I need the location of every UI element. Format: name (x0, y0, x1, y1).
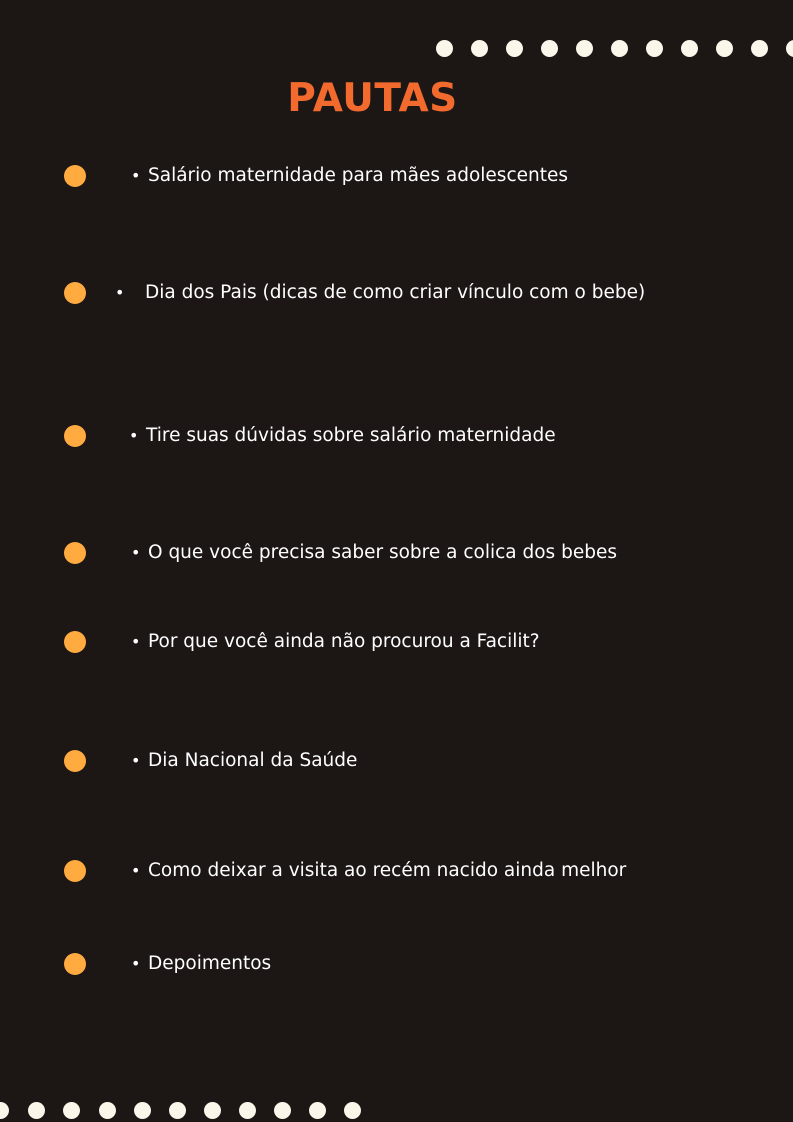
orange-marker-icon (64, 282, 86, 304)
decorative-dot (99, 1102, 116, 1119)
decorative-dot (169, 1102, 186, 1119)
decorative-dot (309, 1102, 326, 1119)
list-item-text: Salário maternidade para mães adolescentes (148, 165, 568, 186)
decorative-dot (239, 1102, 256, 1119)
list-item-text: Dia dos Pais (dicas de como criar vínculo com o bebe) (145, 282, 646, 303)
decorative-dot (786, 40, 793, 57)
decorative-dot (471, 40, 488, 57)
decorative-dot (344, 1102, 361, 1119)
list-item-text: Por que você ainda não procurou a Facilit? (148, 631, 540, 652)
list-item (0, 749, 793, 773)
bottom-dot-row (0, 1102, 793, 1122)
bullet-icon: • (131, 632, 141, 651)
decorative-dot (681, 40, 698, 57)
orange-marker-icon (64, 750, 86, 772)
list-item (0, 630, 793, 654)
bullet-icon: • (129, 426, 139, 445)
list-item (0, 952, 793, 976)
list-item (0, 281, 793, 305)
bullet-icon: • (131, 543, 141, 562)
list-item (0, 424, 793, 448)
list-item-text: Dia Nacional da Saúde (148, 750, 358, 771)
list-item (0, 541, 793, 565)
orange-marker-icon (64, 860, 86, 882)
bullet-icon: • (131, 861, 141, 880)
list-item-text: O que você precisa saber sobre a colica dos bebes (148, 542, 617, 563)
bullet-icon: • (131, 751, 141, 770)
list-item (0, 859, 793, 883)
decorative-dot (751, 40, 768, 57)
decorative-dot (576, 40, 593, 57)
bullet-icon: • (131, 954, 141, 973)
list-item-text: Depoimentos (148, 953, 272, 974)
bullet-icon: • (131, 166, 141, 185)
page-title: PAUTAS (287, 76, 458, 121)
list-item (0, 164, 793, 188)
decorative-dot (506, 40, 523, 57)
orange-marker-icon (64, 425, 86, 447)
top-dot-row (0, 40, 793, 60)
bullet-icon: • (115, 283, 125, 302)
decorative-dot (28, 1102, 45, 1119)
decorative-dot (716, 40, 733, 57)
decorative-dot (0, 1102, 9, 1119)
decorative-dot (63, 1102, 80, 1119)
orange-marker-icon (64, 631, 86, 653)
decorative-dot (436, 40, 453, 57)
orange-marker-icon (64, 542, 86, 564)
decorative-dot (134, 1102, 151, 1119)
orange-marker-icon (64, 165, 86, 187)
decorative-dot (611, 40, 628, 57)
orange-marker-icon (64, 953, 86, 975)
decorative-dot (204, 1102, 221, 1119)
decorative-dot (274, 1102, 291, 1119)
list-item-text: Tire suas dúvidas sobre salário maternidade (146, 425, 556, 446)
list-item-text: Como deixar a visita ao recém nacido ainda melhor (148, 860, 627, 881)
decorative-dot (541, 40, 558, 57)
decorative-dot (646, 40, 663, 57)
